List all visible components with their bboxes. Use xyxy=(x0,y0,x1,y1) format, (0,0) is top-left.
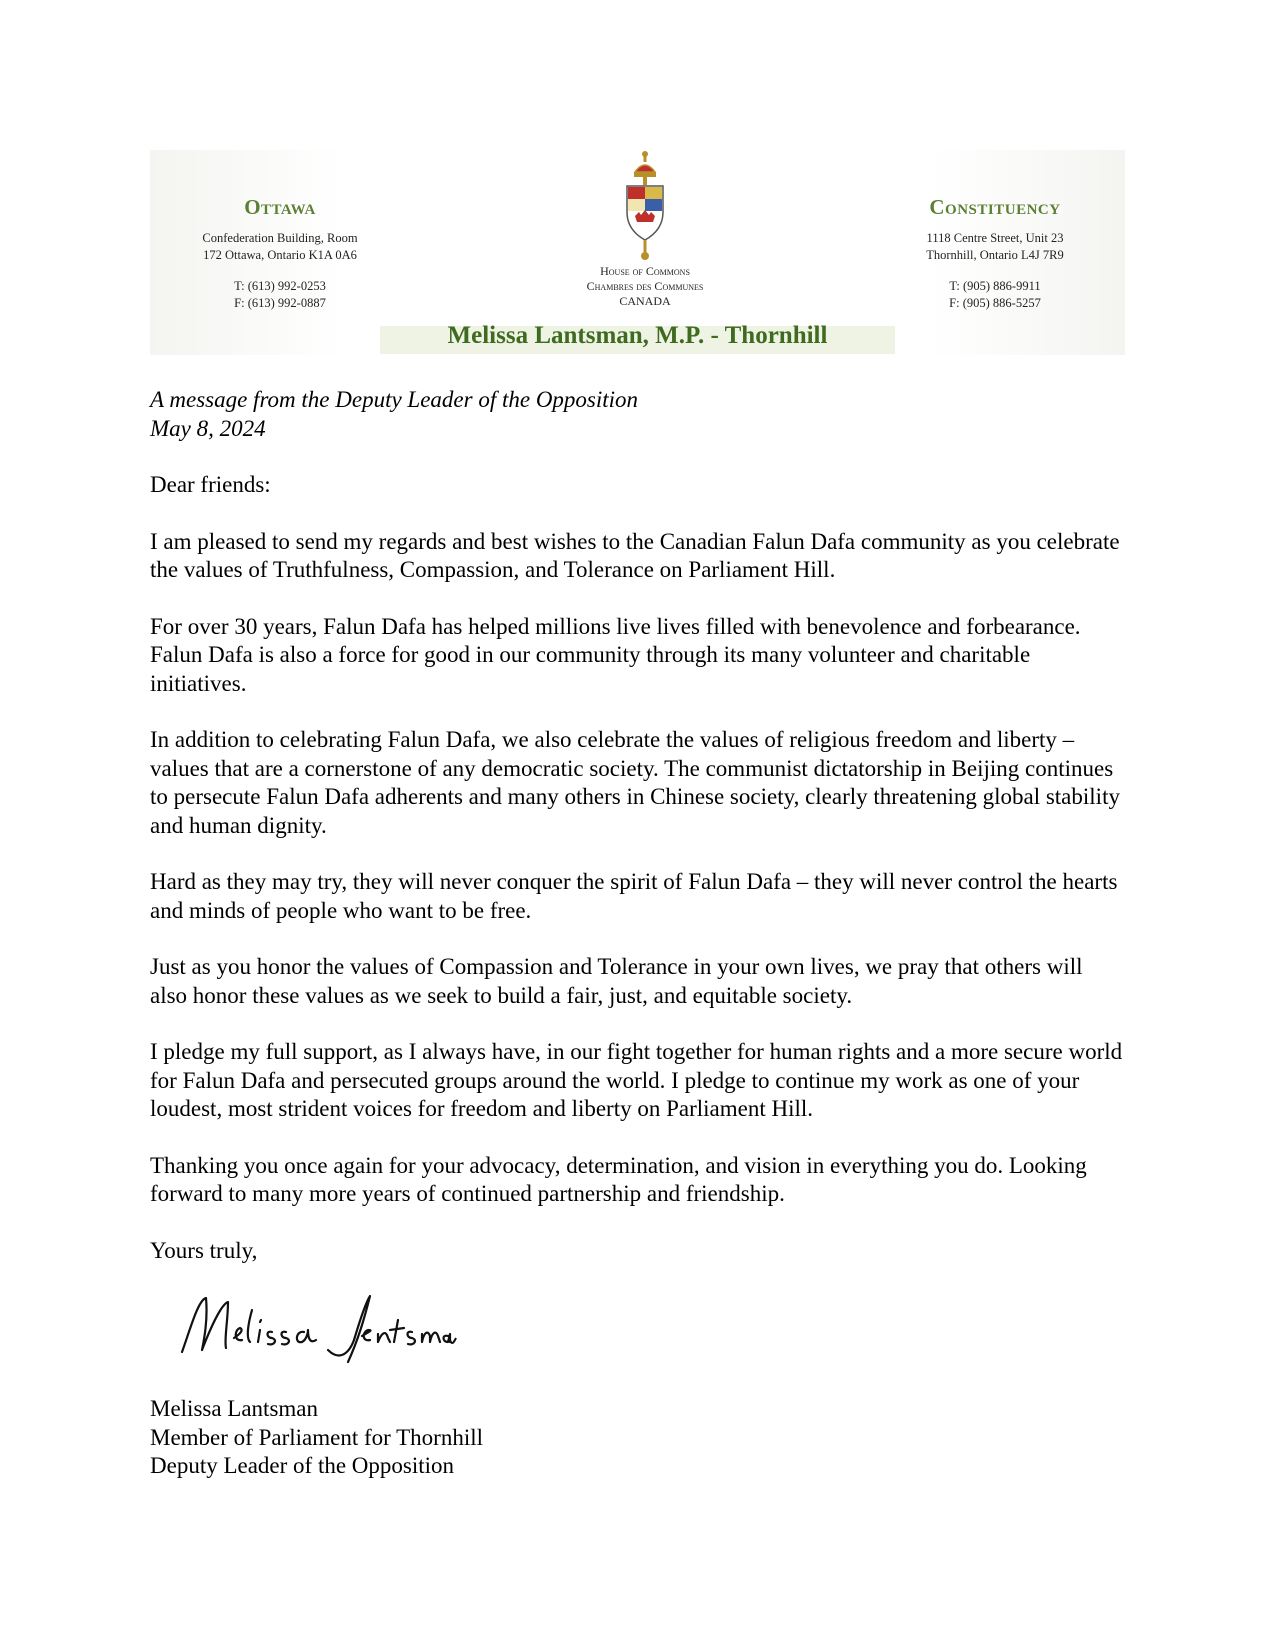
signer-name: Melissa Lantsman xyxy=(150,1396,318,1421)
ottawa-address-line1: Confederation Building, Room xyxy=(202,231,358,245)
mp-name: Melissa Lantsman, M.P. - Thornhill xyxy=(447,322,828,349)
constituency-phone: T: (905) 886-9911 xyxy=(949,279,1041,293)
letter-date: May 8, 2024 xyxy=(150,415,266,441)
letter-body xyxy=(150,386,1125,1265)
paragraph: For over 30 years, Falun Dafa has helped millions live lives filled with benevolence and forbearance. Falun Dafa is also a force for good in our community through its many volunteer and charitable initiatives. xyxy=(150,613,1081,696)
letterhead xyxy=(150,150,1125,355)
ottawa-fax: F: (613) 992-0887 xyxy=(234,296,326,310)
paragraph: Hard as they may try, they will never conquer the spirit of Falun Dafa – they will never control the hearts and minds of people who want to be free. xyxy=(150,869,1118,923)
house-of-commons-label: House of Commons xyxy=(600,264,690,278)
ottawa-phone: T: (613) 992-0253 xyxy=(234,279,326,293)
paragraph: I pledge my full support, as I always have, in our fight together for human rights and a more secure world for Falun Dafa and persecuted groups around the world. I pledge to continue my work as one of your loudest, most strident voices for freedom and liberty on Parliament Hill. xyxy=(150,1039,1123,1121)
ottawa-office xyxy=(150,150,410,312)
handwritten-signature xyxy=(178,1290,458,1370)
house-of-commons-crest-block xyxy=(530,150,760,309)
ottawa-address-line2: 172 Ottawa, Ontario K1A 0A6 xyxy=(203,248,357,262)
salutation: Dear friends: xyxy=(150,472,271,497)
ottawa-heading: Ottawa xyxy=(244,195,316,219)
valediction: Yours truly, xyxy=(150,1237,258,1263)
constituency-heading: Constituency xyxy=(929,195,1061,219)
house-of-commons-crest-icon xyxy=(615,150,675,262)
paragraph: Just as you honor the values of Compassion and Tolerance in your own lives, we pray that others will also honor these values as we seek to build a fair, just, and equitable society. xyxy=(150,954,1083,1008)
canada-label: CANADA xyxy=(619,294,671,308)
signature-block xyxy=(150,1395,483,1481)
paragraph: Thanking you once again for your advocacy, determination, and vision in everything you do. Looking forward to many more years of continued partnership and friendship. xyxy=(150,1152,1087,1206)
constituency-fax: F: (905) 886-5257 xyxy=(949,296,1041,310)
letter-subject: A message from the Deputy Leader of the Opposition xyxy=(150,387,639,412)
constituency-office xyxy=(865,150,1125,312)
signer-title-deputy-leader: Deputy Leader of the Opposition xyxy=(150,1453,455,1478)
paragraph: I am pleased to send my regards and best wishes to the Canadian Falun Dafa community as you celebrate the values of Truthfulness, Compassion, and Tolerance on Parliament Hill. xyxy=(150,528,1120,582)
constituency-address-line1: 1118 Centre Street, Unit 23 xyxy=(926,231,1064,245)
paragraph: In addition to celebrating Falun Dafa, we also celebrate the values of religious freedom and liberty – values that are a cornerstone of any democratic society. The communist dictatorship in Beijing continues to persecute Falun Dafa adherents and many others in Chinese society, clearly threatening global stability and human dignity. xyxy=(150,727,1120,838)
chambres-des-communes-label: Chambres des Communes xyxy=(586,279,704,293)
signer-title-mp: Member of Parliament for Thornhill xyxy=(150,1424,483,1450)
constituency-address-line2: Thornhill, Ontario L4J 7R9 xyxy=(926,248,1064,262)
